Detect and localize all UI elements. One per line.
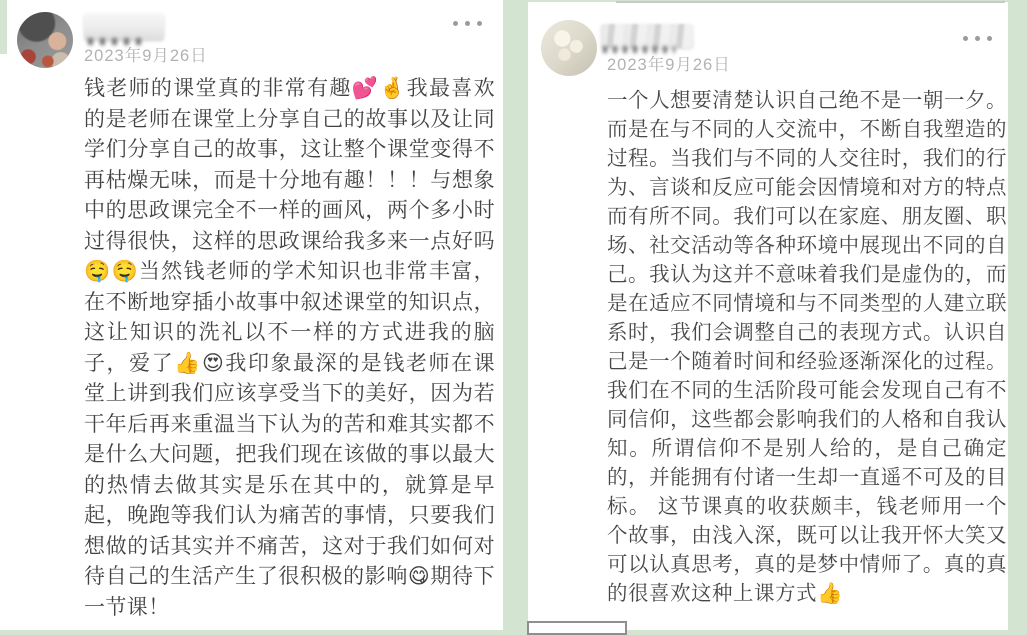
post-text-right: 一个人想要清楚认识自己绝不是一朝一夕。而是在与不同的人交流中，不断自我塑造的过程。当我们与不同的人交往时，我们的行为、言谈和反应可能会因情境和对方的特点而有所不同。我们可以在家庭、朋友圈、职场、社交活动等各种环境中展现出不同的自己。我认为这并不意味着我们是虚伪的，而是在适应不同情境和与不同类型的人建立联系时，我们会调整自己的表现方式。认识自己是一个随着时间和经验逐渐深化的过程。我们在不同的生活阶段可能会发现自己有不同信仰，这些都会影响我们的人格和自我认知。所谓信仰不是别人给的，是自己确定的，并能拥有付诸一生却一直遥不可及的目标。 这节课真的收获颇丰，钱老师用一个个故事，由浅入深，既可以让我开怀大笑又可以认真思考，真的是梦中情师了。真的真的很喜欢这种上课方式👍 <box>607 89 1007 605</box>
card-top-divider <box>616 1 1005 3</box>
username-blurred-left[interactable] <box>84 13 164 40</box>
avatar-right-user[interactable] <box>541 20 597 76</box>
ellipsis-icon <box>963 36 968 41</box>
ellipsis-icon <box>975 36 980 41</box>
more-options-button-left[interactable] <box>449 17 486 30</box>
background-edge-notch <box>0 0 7 54</box>
post-text-left: 钱老师的课堂真的非常有趣💕🤞我最喜欢的是老师在课堂上分享自己的故事以及让同学们分享自己的故事，这让整个课堂变得不再枯燥无味，而是十分地有趣！！！与想象中的思政课完全不一样的画风，两个多小时过得很快，这样的思政课给我多来一点好吗🤤🤤当然钱老师的学术知识也非常丰富，在不断地穿插小故事中叙述课堂的知识点，这让知识的洗礼以不一样的方式进我的脑子，爱了👍😍我印象最深的是钱老师在课堂上讲到我们应该享受当下的美好，因为若干年后再来重温当下认为的苦和难其实都不是什么大问题，把我们现在该做的事以最大的热情去做其实是乐在其中的，就算是早起，晚跑等我们认为痛苦的事情，只要我们想做的话其实并不痛苦，这对于我们如何对待自己的生活产生了很积极的影响😋期待下一节课！ <box>84 77 495 619</box>
avatar-left-user[interactable] <box>17 12 73 68</box>
username-blurred-right[interactable] <box>601 24 693 48</box>
ellipsis-icon <box>477 21 482 26</box>
ellipsis-icon <box>987 36 992 41</box>
ellipsis-icon <box>465 21 470 26</box>
ellipsis-icon <box>453 21 458 26</box>
more-options-button-right[interactable] <box>959 32 996 45</box>
post-date-left: 2023年9月26日 <box>84 47 208 65</box>
post-date-right: 2023年9月26日 <box>607 56 731 74</box>
cutoff-attachment-box <box>527 621 627 635</box>
